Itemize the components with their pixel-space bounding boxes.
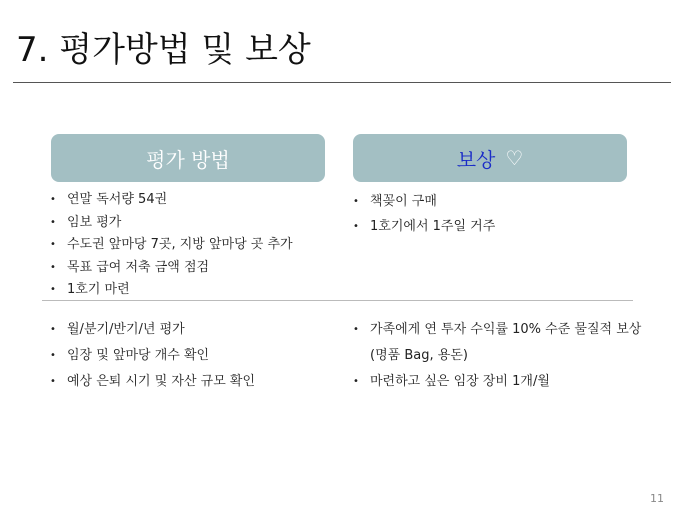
slide-title: 7. 평가방법 및 보상 [16, 30, 311, 70]
reward-goals-list [350, 189, 495, 239]
list-item [47, 189, 293, 212]
list-item-text: 1호기 마련 [67, 282, 130, 297]
list-item [350, 317, 650, 369]
list-item-text: 1호기에서 1주일 거주 [370, 219, 496, 234]
list-item-text: 목표 급여 저축 금액 점검 [67, 259, 210, 275]
list-item-text: 책꽂이 구매 [370, 194, 437, 209]
list-item [47, 317, 255, 343]
list-item [47, 343, 255, 369]
list-item [47, 279, 293, 302]
bullet-icon: • [50, 239, 56, 250]
section-divider [42, 300, 633, 301]
heart-icon: ♡ [505, 146, 524, 170]
bullet-icon: • [50, 350, 56, 361]
page-number: 11 [650, 492, 664, 505]
list-item [47, 212, 293, 235]
list-item-text: 수도권 앞마당 7곳, 지방 앞마당 곳 추가 [67, 237, 293, 252]
bullet-icon: • [50, 376, 56, 387]
bullet-icon: • [50, 216, 56, 228]
bullet-icon: • [353, 221, 359, 232]
bullet-icon: • [50, 324, 56, 335]
list-item [350, 214, 495, 239]
reward-header [353, 134, 627, 182]
evaluation-method-header [51, 134, 325, 182]
list-item-text: 가족에게 연 투자 수익률 10% 수준 물질적 보상 (명품 Bag, 용돈) [370, 322, 642, 363]
list-item-text: 임장 및 앞마당 개수 확인 [67, 348, 210, 363]
list-item-text: 임보 평가 [67, 214, 122, 230]
list-item [350, 369, 650, 395]
bullet-icon: • [50, 284, 56, 295]
title-divider [13, 82, 671, 83]
evaluation-periodic-list [47, 317, 255, 395]
bullet-icon: • [50, 194, 56, 205]
list-item [47, 234, 293, 257]
list-item-text: 예상 은퇴 시기 및 자산 규모 확인 [67, 374, 256, 389]
bullet-icon: • [353, 196, 359, 207]
evaluation-method-header-label: 평가 방법 [146, 147, 230, 172]
list-item-text: 마련하고 싶은 임장 장비 1개/월 [370, 374, 550, 389]
list-item [350, 189, 495, 214]
reward-header-label: 보상 [456, 147, 496, 172]
reward-periodic-list [350, 317, 650, 395]
bullet-icon: • [353, 376, 359, 387]
list-item-text: 월/분기/반기/년 평가 [67, 322, 185, 337]
bullet-icon: • [50, 261, 56, 273]
list-item [47, 257, 293, 280]
evaluation-goals-list [47, 189, 293, 302]
bullet-icon: • [353, 324, 359, 335]
list-item-text: 연말 독서량 54권 [67, 192, 168, 207]
list-item [47, 369, 255, 395]
